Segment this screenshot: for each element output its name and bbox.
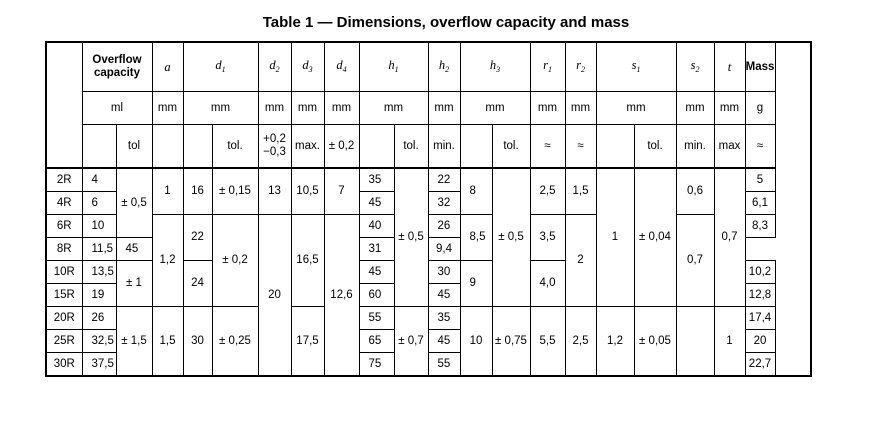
unit-mm-r2: mm	[565, 92, 596, 125]
h3-value-subheader	[460, 125, 492, 169]
oc-cell: 32,5	[82, 330, 116, 353]
size-cell: 25R	[46, 330, 82, 353]
d2-tol-subheader: +0,2 −0,3	[258, 125, 291, 169]
unit-mm-h3: mm	[460, 92, 530, 125]
table-row	[46, 168, 811, 192]
h2-cell: 55	[428, 353, 460, 377]
s2-cell: 0,6	[676, 168, 714, 215]
h3-cell: 9	[460, 261, 492, 307]
a-cell: 1	[152, 168, 183, 215]
oc-cell: 26	[82, 307, 116, 330]
r1-cell: 5,5	[530, 307, 565, 377]
d1-cell: 30	[183, 307, 212, 377]
size-cell: 2R	[46, 168, 82, 192]
mass-header: Mass	[745, 42, 775, 92]
h2-cell: 45	[428, 330, 460, 353]
oc-cell: 4	[82, 168, 116, 192]
size-cell: 8R	[46, 238, 82, 261]
d3-cell: 16,5	[291, 215, 324, 307]
h1-tol-cell: ± 0,5	[394, 168, 428, 307]
s1-cell: 1	[596, 168, 634, 307]
r2-approx-subheader: ≈	[565, 125, 596, 169]
unit-ml: ml	[82, 92, 152, 125]
h1-cell: 40	[359, 215, 394, 238]
d4-tol-subheader: ± 0,2	[324, 125, 359, 169]
col-s2-header: $s_2$	[676, 42, 714, 92]
oc-value-subheader	[82, 125, 116, 169]
d4-cell: 12,6	[324, 215, 359, 377]
unit-g: g	[745, 92, 775, 125]
h2-cell: 26	[428, 215, 460, 238]
col-d2-header: $d_2$	[258, 42, 291, 92]
col-s1-header: $s_1$	[596, 42, 676, 92]
r2-cell: 2,5	[565, 307, 596, 377]
col-d1-header: $d_1$	[183, 42, 258, 92]
unit-mm-s1: mm	[596, 92, 676, 125]
t-cell: 1	[714, 307, 745, 377]
h3-cell: 10	[460, 307, 492, 377]
h2-cell: 45	[428, 284, 460, 307]
size-cell: 15R	[46, 284, 82, 307]
d1-tol-cell: ± 0,25	[212, 307, 258, 377]
s2-cell: 0,7	[676, 215, 714, 307]
col-d4-header: $d_4$	[324, 42, 359, 92]
oc-cell: 10	[82, 215, 116, 238]
unit-mm-h1: mm	[359, 92, 428, 125]
h3-cell: 8,5	[460, 215, 492, 261]
unit-mm-s2: mm	[676, 92, 714, 125]
t-cell: 0,7	[714, 168, 745, 307]
h1-cell: 65	[359, 330, 394, 353]
oc-cell: 6	[82, 192, 116, 215]
h1-value-subheader	[359, 125, 394, 169]
size-cell: 4R	[46, 192, 82, 215]
a-cell: 1,2	[152, 215, 183, 307]
unit-mm-a: mm	[152, 92, 183, 125]
unit-mm-r1: mm	[530, 92, 565, 125]
h1-cell: 45	[359, 192, 394, 215]
unit-mm-t: mm	[714, 92, 745, 125]
mass-cell: 22,7	[745, 353, 775, 377]
mass-approx-subheader: ≈	[745, 125, 775, 169]
col-r1-header: $r_1$	[530, 42, 565, 92]
col-h1-header: $h_1$	[359, 42, 428, 92]
mass-cell: 12,8	[745, 284, 775, 307]
size-cell: 10R	[46, 261, 82, 284]
mass-cell: 5	[745, 168, 775, 192]
r2-cell: 1,5	[565, 168, 596, 215]
size-cell: 30R	[46, 353, 82, 377]
r1-cell: 3,5	[530, 215, 565, 261]
oc-cell: 37,5	[82, 353, 116, 377]
d3-max-subheader: max.	[291, 125, 324, 169]
unit-mm-d1: mm	[183, 92, 258, 125]
h2-cell: 35	[428, 307, 460, 330]
table-row	[46, 307, 811, 330]
mass-cell: 17,4	[745, 307, 775, 330]
col-t-header: t	[714, 42, 745, 92]
h1-cell: 60	[359, 284, 394, 307]
d4-cell: 7	[324, 168, 359, 215]
unit-mm-h2: mm	[428, 92, 460, 125]
r2-cell: 2	[565, 215, 596, 307]
h2-cell: 32	[428, 192, 460, 215]
h3-cell: 8	[460, 168, 492, 215]
h1-tol-subheader: tol.	[394, 125, 428, 169]
mass-cell: 6,1	[745, 192, 775, 215]
oc-cell: 13,5	[82, 261, 116, 284]
d1-tol-subheader: tol.	[212, 125, 258, 169]
h1-cell: 45	[116, 238, 152, 261]
mass-cell: 9,4	[428, 238, 460, 261]
d2-cell: 13	[258, 168, 291, 215]
s1-cell: 1,2	[596, 307, 634, 377]
d3-cell: 17,5	[291, 307, 324, 377]
unit-mm-d3: mm	[291, 92, 324, 125]
oc-cell: 11,5	[82, 238, 116, 261]
header-row-units	[46, 92, 811, 125]
header-row-symbols	[46, 42, 811, 92]
oc-tol-subheader: tol	[116, 125, 152, 169]
s1-tol-cell: ± 0,05	[634, 307, 676, 377]
d2-cell: 20	[258, 215, 291, 377]
t-max-subheader: max	[714, 125, 745, 169]
overflow-capacity-header: Overflow capacity	[82, 42, 152, 92]
r1-cell: 2,5	[530, 168, 565, 215]
mass-cell: 8,3	[745, 215, 775, 238]
s2-cell-empty	[676, 307, 714, 377]
size-designation-header	[46, 42, 82, 168]
col-h2-header: $h_2$	[428, 42, 460, 92]
h2-cell: 22	[428, 168, 460, 192]
a-subheader	[152, 125, 183, 169]
mass-cell: 20	[745, 330, 775, 353]
table-title: Table 1 — Dimensions, overflow capacity and mass	[262, 14, 630, 31]
r1-cell: 4,0	[530, 261, 565, 307]
unit-mm-d2: mm	[258, 92, 291, 125]
s2-min-subheader: min.	[676, 125, 714, 169]
oc-tol-cell: ± 1,5	[116, 307, 152, 377]
d1-cell: 24	[183, 261, 212, 307]
h2-cell: 30	[428, 261, 460, 284]
s1-tol-cell: ± 0,04	[634, 168, 676, 307]
h1-cell: 45	[359, 261, 394, 284]
size-cell: 20R	[46, 307, 82, 330]
oc-cell: 19	[82, 284, 116, 307]
h3-tol-subheader: tol.	[492, 125, 530, 169]
r1-approx-subheader: ≈	[530, 125, 565, 169]
col-r2-header: $r_2$	[565, 42, 596, 92]
d1-cell: 22	[183, 215, 212, 261]
dimensions-table	[45, 41, 812, 377]
d3-cell: 10,5	[291, 168, 324, 215]
h1-cell: 75	[359, 353, 394, 377]
s1-value-subheader	[596, 125, 634, 169]
mass-cell: 10,2	[745, 261, 775, 284]
d1-tol-cell: ± 0,15	[212, 168, 258, 215]
d1-tol-cell: ± 0,2	[212, 215, 258, 307]
unit-mm-d4: mm	[324, 92, 359, 125]
h3-tol-cell: ± 0,75	[492, 307, 530, 377]
h2-cell: 31	[359, 238, 394, 261]
col-a-header: a	[152, 42, 183, 92]
d1-cell: 16	[183, 168, 212, 215]
col-h3-header: $h_3$	[460, 42, 530, 92]
h1-cell: 35	[359, 168, 394, 192]
table-row	[46, 215, 811, 238]
h3-tol-cell: ± 0,5	[492, 168, 530, 307]
oc-tol-cell: ± 0,5	[116, 168, 152, 238]
col-d3-header: $d_3$	[291, 42, 324, 92]
a-cell: 1,5	[152, 307, 183, 377]
size-cell: 6R	[46, 215, 82, 238]
header-row-tolerances	[46, 125, 811, 169]
h1-tol-cell: ± 0,7	[394, 307, 428, 377]
oc-tol-cell: ± 1	[116, 261, 152, 307]
s1-tol-subheader: tol.	[634, 125, 676, 169]
h1-cell: 55	[359, 307, 394, 330]
h2-min-subheader: min.	[428, 125, 460, 169]
d1-value-subheader	[183, 125, 212, 169]
